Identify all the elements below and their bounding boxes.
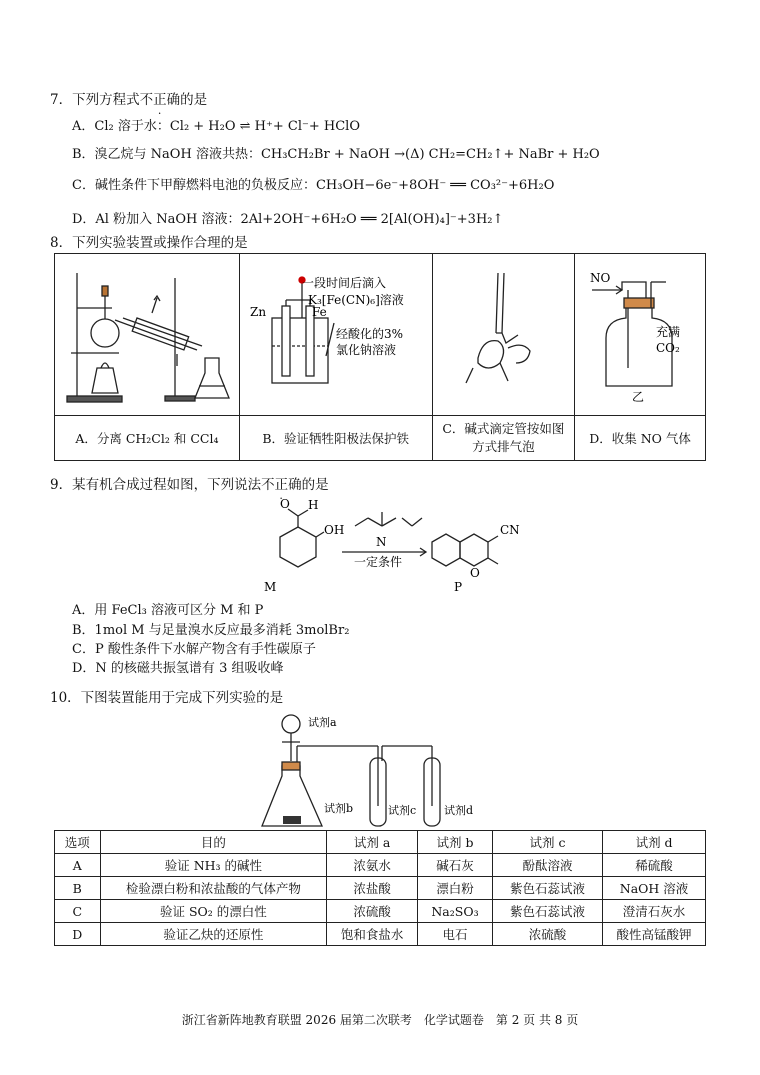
q10-table-header: 选项 目的 试剂 a 试剂 b 试剂 c 试剂 d xyxy=(55,831,706,854)
q9-n-label: N xyxy=(376,535,387,549)
table-row: D 验证乙炔的还原性 饱和食盐水 电石 浓硫酸 酸性高锰酸钾 xyxy=(55,923,706,946)
q8-stem: 8．下列实验装置或操作合理的是 xyxy=(50,235,248,251)
q8-figure-c xyxy=(432,254,574,416)
q10-label-b: 试剂b xyxy=(324,802,354,815)
q7-option-b: B．溴乙烷与 NaOH 溶液共热：CH₃CH₂Br + NaOH →(Δ) CH₂=CH₂↑+ NaBr + H₂O xyxy=(72,147,600,162)
q8-d-yi: 乙 xyxy=(632,390,645,404)
sacrificial-anode-apparatus-icon xyxy=(242,258,430,408)
table-row: C 验证 SO₂ 的漂白性 浓硫酸 Na₂SO₃ 紫色石蕊试液 澄清石灰水 xyxy=(55,900,706,923)
q9-stem: 9．某有机合成过程如图，下列说法不正确的是 xyxy=(50,477,329,493)
q8-figure-b xyxy=(239,254,432,416)
page-footer: 浙江省新阵地教育联盟 2026 届第二次联考 化学试题卷 第 2 页 共 8 页 xyxy=(181,1013,579,1027)
gas-bottle-icon xyxy=(576,258,704,408)
q10-label-a: 试剂a xyxy=(308,716,337,729)
q9-m-o: O xyxy=(280,497,290,511)
q10-label-d: 试剂d xyxy=(444,804,474,817)
q8-b-zn: Zn xyxy=(249,305,266,319)
q7-emphasis: 不正确 xyxy=(139,92,181,108)
q8-b-text2: K₃[Fe(CN)₆]溶液 xyxy=(307,293,404,307)
q9-p-o: O xyxy=(470,566,480,580)
q9-reaction-scheme xyxy=(250,492,540,596)
q9-condition: 一定条件 xyxy=(354,555,403,569)
q9-m-oh: OH xyxy=(324,523,345,537)
q10-apparatus-icon xyxy=(260,706,500,830)
q8-option-c: C．碱式滴定管按如图方式排气泡 xyxy=(432,416,574,461)
q8-d-fill2: CO₂ xyxy=(656,341,680,355)
q9-option-c: C．P 酸性条件下水解产物含有手性碳原子 xyxy=(72,642,316,657)
q7-option-a: A．Cl₂ 溶于水：Cl₂ + H₂O ⇌ H⁺+ Cl⁻+ HClO xyxy=(72,119,360,134)
q8-table xyxy=(54,253,706,461)
table-row: B 检验漂白粉和浓盐酸的气体产物 浓盐酸 漂白粉 紫色石蕊试液 NaOH 溶液 xyxy=(55,877,706,900)
q7-option-d: D．Al 粉加入 NaOH 溶液：2Al+2OH⁻+6H₂O ══ 2[Al(OH)₄]⁻+3H₂↑ xyxy=(72,212,504,227)
q8-d-no: NO xyxy=(590,271,611,285)
q8-b-fe: Fe xyxy=(311,305,327,319)
q8-option-a: A．分离 CH₂Cl₂ 和 CCl₄ xyxy=(55,416,240,461)
q8-b-text4: 氯化钠溶液 xyxy=(335,343,396,357)
q10-stem: 10．下图装置能用于完成下列实验的是 xyxy=(50,690,284,706)
q8-figure-d xyxy=(575,254,706,416)
q9-m-h: H xyxy=(308,498,319,512)
q9-p-cn: CN xyxy=(500,523,520,537)
q9-option-a: A．用 FeCl₃ 溶液可区分 M 和 P xyxy=(72,603,264,618)
q8-option-b: B．验证牺牲阳极法保护铁 xyxy=(239,416,432,461)
q8-d-fill1: 充满 xyxy=(656,325,681,339)
q10-label-c: 试剂c xyxy=(388,804,417,817)
table-row: A 验证 NH₃ 的碱性 浓氨水 碱石灰 酚酞溶液 稀硫酸 xyxy=(55,854,706,877)
q9-option-d: D．N 的核磁共振氢谱有 3 组吸收峰 xyxy=(72,661,284,676)
q8-b-text3: 经酸化的3% xyxy=(335,327,403,341)
distillation-apparatus-icon xyxy=(57,258,237,408)
q9-option-b: B．1mol M 与足量溴水反应最多消耗 3molBr₂ xyxy=(72,623,350,638)
q9-m-label: M xyxy=(264,580,277,594)
q7-stem: 7．下列方程式不正确的是 xyxy=(50,92,208,108)
q8-b-text1: 一段时间后滴入 xyxy=(301,276,386,290)
q9-p-label: P xyxy=(454,580,463,594)
q10-table xyxy=(54,830,706,946)
burette-hand-icon xyxy=(438,263,568,403)
q8-figure-a xyxy=(55,254,240,416)
q7-option-c: C．碱性条件下甲醇燃料电池的负极反应：CH₃OH−6e⁻+8OH⁻ ══ CO₃²⁻+6H₂O xyxy=(72,178,555,193)
q8-option-d: D．收集 NO 气体 xyxy=(575,416,706,461)
q9-emphasis: 不正确 xyxy=(261,477,302,493)
